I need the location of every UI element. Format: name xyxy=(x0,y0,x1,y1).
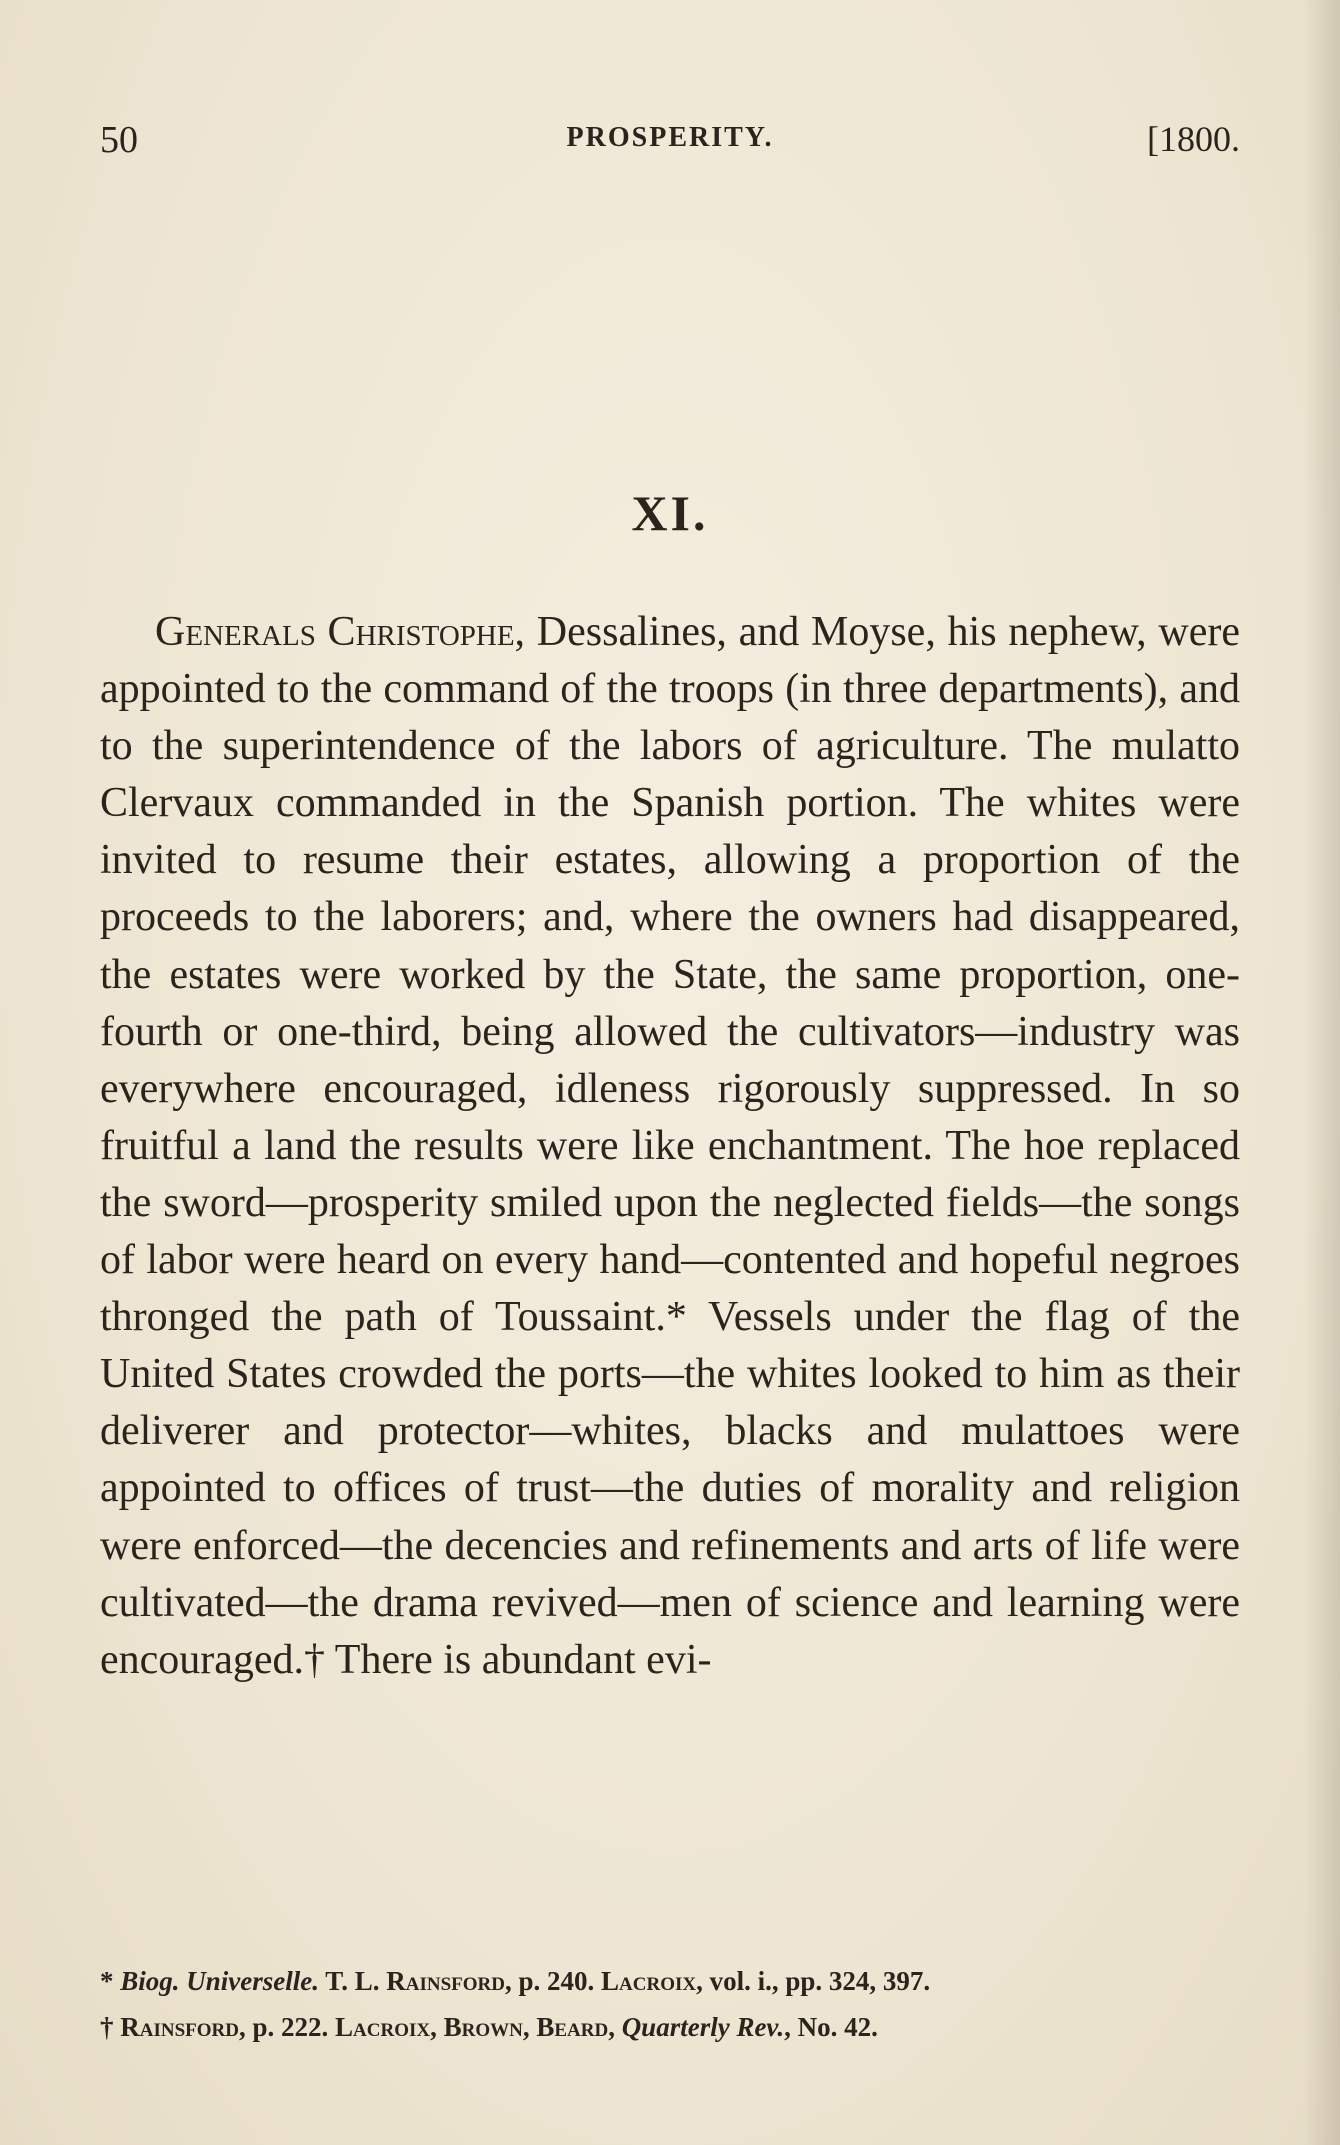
footnote-text: , vol. i., pp. 324, 397. xyxy=(696,1966,931,1996)
footnote-author: Beard xyxy=(536,2012,609,2042)
footnote-text: , xyxy=(522,2012,537,2042)
footnote-text: , p. 240. xyxy=(505,1966,602,1996)
paragraph-text: Dessalines, and Moyse, his nephew, were appointed to the command of the troops (in three departments), and to the superintendence of the labors of agriculture. The mulatto Clervaux commanded in the Spanish portion. The whites were invited to resume their estates, allowing a proportion of the proceeds to the laborers; and, where the owners had disappeared, the estates were worked by the State, the same proportion, one-fourth or one-third, being allowed the cultivators—industry was everywhere encouraged, idleness rigorously suppressed. In so fruitful a land the results were like enchantment. The hoe replaced the sword—prosperity smiled upon the neglected fields—the songs of labor were heard on every hand—contented and hopeful negroes thronged the path of Toussaint.* Vessels under the flag of the United States crowded the ports—the whites looked to him as their deliverer and protector—whites, blacks and mulattoes were appointed to offices of trust—the duties of morality and religion were enforced—the decencies and refinements and arts of life were cultivated—the drama revived—men of science and learning were encouraged.† There is abundant evi- xyxy=(100,609,1240,1683)
footnote-marker: † xyxy=(100,2012,121,2042)
footnote-source: Biog. Universelle. xyxy=(120,1966,319,1996)
footnote-text: T. L. xyxy=(318,1966,387,1996)
footnote-marker: * xyxy=(100,1966,121,1996)
running-year: [1800. xyxy=(1147,119,1240,159)
chapter-number: XI. xyxy=(631,485,709,541)
page-edge-shadow xyxy=(1304,0,1340,2145)
page-number: 50 xyxy=(100,119,138,161)
footnote-author: Brown xyxy=(443,2012,523,2042)
footnote-author: Lacroix xyxy=(601,1966,697,1996)
footnotes xyxy=(100,1958,1240,2050)
footnote-text: , No. 42. xyxy=(784,2012,878,2042)
footnote-text: , p. 222. xyxy=(238,2012,336,2042)
running-title: PROSPERITY. xyxy=(566,122,774,153)
footnote-author: Rainsford xyxy=(120,2012,239,2042)
paragraph-lead-smallcaps: Generals Christophe, xyxy=(155,609,526,655)
footnote-text: , xyxy=(608,2012,622,2042)
footnote-1 xyxy=(100,1958,1240,2004)
footnote-2 xyxy=(100,2004,1240,2050)
footnote-source: Quarterly Rev. xyxy=(621,2012,785,2042)
body-paragraph xyxy=(100,604,1240,1689)
footnote-author: Rainsford xyxy=(386,1966,505,1996)
footnote-author: Lacroix xyxy=(335,2012,431,2042)
footnote-text: , xyxy=(430,2012,444,2042)
running-head xyxy=(100,118,1240,168)
body-text xyxy=(100,604,1240,1689)
